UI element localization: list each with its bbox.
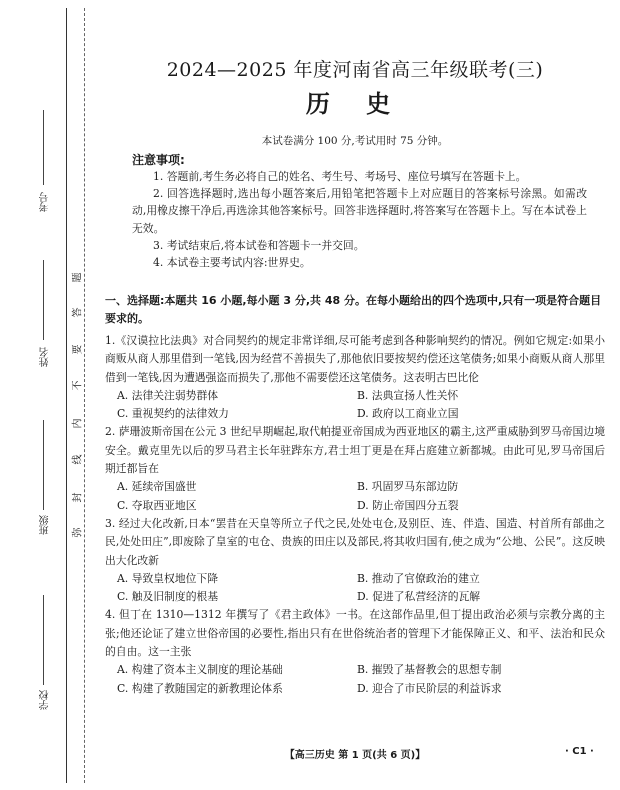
- options: [117, 478, 605, 515]
- question-3: [105, 515, 605, 606]
- binding-strip: [0, 0, 88, 790]
- options: [117, 387, 605, 424]
- notice-item: 1. 答题前,考生务必将自己的姓名、考生号、考场号、座位号填写在答题卡上。: [153, 170, 527, 183]
- option-c: C. 重视契约的法律效力: [117, 407, 229, 421]
- seal-char: 线: [72, 454, 84, 465]
- binding-solid-line: [66, 8, 67, 783]
- field-name-line: [43, 260, 44, 340]
- field-class: 班级: [40, 515, 51, 535]
- field-class-line: [43, 420, 44, 510]
- notice-item: 4. 本试卷主要考试内容:世界史。: [153, 256, 311, 270]
- option-d: D. 政府以工商业立国: [357, 407, 459, 421]
- question-list: [105, 332, 605, 698]
- notice-item: 2. 回答选择题时,选出每小题答案后,用铅笔把答题卡上对应题目的答案标号涂黑。如需改动,用橡皮擦干净后,再选涂其他答案标号。回答非选择题时,将答案写在答题卡上。写在本试卷上无效。: [132, 187, 587, 235]
- notice-heading: 注意事项:: [132, 153, 185, 167]
- options: [117, 570, 605, 607]
- option-c: C. 构建了教随国定的新教理论体系: [117, 681, 283, 695]
- field-school: 学校: [40, 690, 51, 710]
- seal-char: 不: [72, 380, 84, 391]
- seal-char: 答: [72, 307, 84, 318]
- notice-item: 3. 考试结束后,将本试卷和答题卡一并交回。: [153, 238, 365, 252]
- option-d: D. 防止帝国四分五裂: [357, 498, 459, 512]
- question-1: [105, 332, 605, 423]
- option-b: B. 摧毁了基督教会的思想专制: [357, 663, 502, 677]
- option-b: B. 推动了官僚政治的建立: [357, 571, 480, 585]
- option-a: A. 延续帝国盛世: [117, 480, 197, 494]
- seal-char: 弥: [72, 527, 84, 538]
- option-c: C. 触及旧制度的根基: [117, 590, 219, 604]
- seal-char: 封: [72, 492, 84, 503]
- option-c: C. 夺取西亚地区: [117, 498, 197, 512]
- field-name: 姓名: [40, 347, 51, 367]
- option-a: A. 构建了资本主义制度的理论基础: [117, 663, 283, 677]
- field-exam-number: 考号: [40, 192, 51, 212]
- seal-char: 内: [72, 418, 84, 429]
- question-2: [105, 423, 605, 514]
- option-a: A. 法律关注弱势群体: [117, 388, 219, 402]
- notice-list: [132, 168, 587, 271]
- paper-code: · C1 ·: [565, 746, 594, 757]
- section-heading: 一、选择题:本题共 16 小题,每小题 3 分,共 48 分。在每小题给出的四个选项中,只有一项是符合题目要求的。: [105, 294, 602, 325]
- page-footer: 【高三历史 第 1 页(共 6 页)】: [284, 750, 426, 761]
- field-exam-number-line: [43, 110, 44, 185]
- binding-dashed-line: [84, 8, 85, 783]
- question-stem: 4. 但丁在 1310—1312 年撰写了《君主政体》一书。在这部作品里,但丁提出政治必须与宗教分离的主张;他还论证了建立世俗帝国的必要性,指出只有在世俗统治者的管理下才能保障正义、和平、法治和民众的自由。这一主张: [105, 608, 605, 659]
- option-d: D. 促进了私营经济的瓦解: [357, 590, 481, 604]
- seal-char: 要: [72, 344, 84, 355]
- field-school-line: [43, 595, 44, 685]
- question-4: [105, 606, 605, 697]
- option-d: D. 迎合了市民阶层的利益诉求: [357, 681, 502, 695]
- exam-title: 2024—2025 年度河南省高三年级联考(三): [166, 59, 544, 81]
- subject-title: 历 史: [305, 89, 405, 118]
- option-b: B. 巩固罗马东部边防: [357, 480, 459, 494]
- question-stem: 1.《汉谟拉比法典》对合同契约的规定非常详细,尽可能考虑到各种影响契约的情况。例如它规定:如果小商贩从商人那里借到一笔钱,因为经营不善损失了,那他依旧要按契约偿还这笔债务;如果小商贩从商人那里借到一笔钱,因为遭遇强盗而损失了,那他不需要偿还这笔债务。这表明古巴比伦: [105, 334, 605, 384]
- seal-char: 题: [72, 272, 84, 283]
- options: [117, 661, 605, 698]
- option-a: A. 导致皇权地位下降: [117, 571, 219, 585]
- score-info: 本试卷满分 100 分,考试用时 75 分钟。: [261, 135, 449, 147]
- question-stem: 3. 经过大化改新,日本“罢昔在天皇等所立子代之民,处处屯仓,及别臣、连、伴造、国造、村首所有部曲之民,处处田庄”,即废除了皇室的屯仓、贵族的田庄以及部民,将其收归国有,使之成为“公地、公民”。这反映出大化改新: [105, 516, 605, 567]
- option-b: B. 法典宣扬人性关怀: [357, 388, 459, 402]
- question-stem: 2. 萨珊波斯帝国在公元 3 世纪早期崛起,取代帕提亚帝国成为西亚地区的霸主,这严重威胁到罗马帝国边境安全。戴克里先以后的罗马君主长年驻跸东方,君士坦丁更是在拜占庭建立新都城。由此可见,罗马帝国后期迁都旨在: [105, 425, 605, 476]
